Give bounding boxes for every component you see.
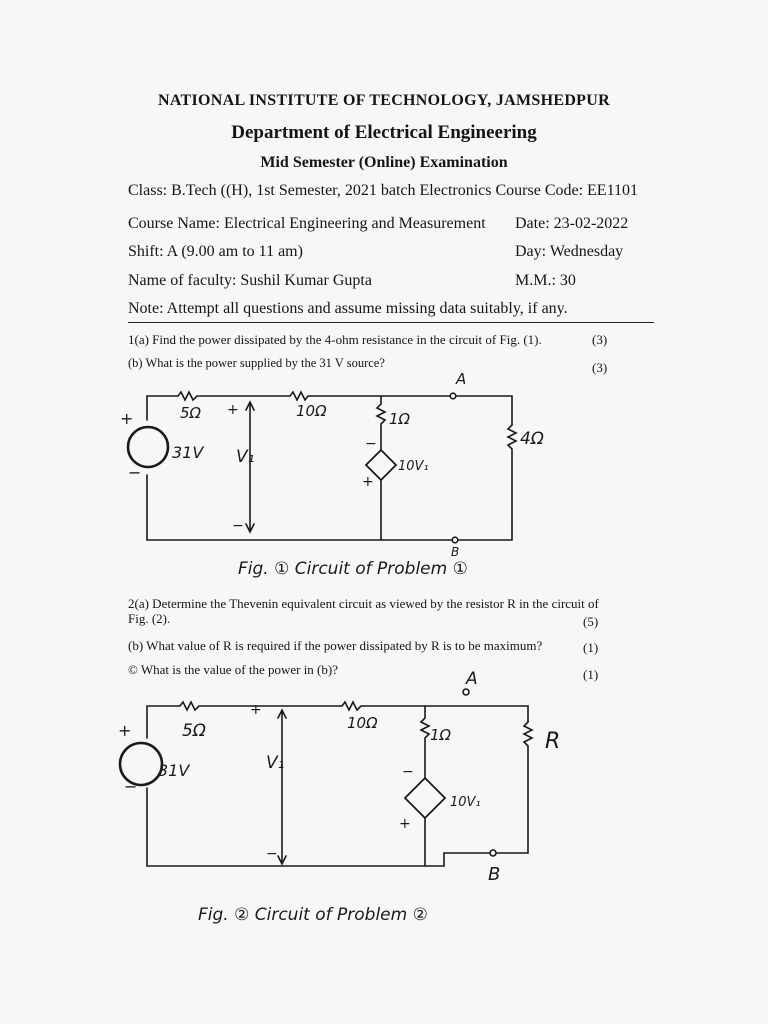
fig2-v1-arrow: [278, 710, 286, 864]
fig1-r2-label: 10Ω: [296, 402, 327, 420]
question-2b-marks: (1): [583, 640, 599, 655]
exam-note: Note: Attempt all questions and assume missing data suitably, if any.: [128, 300, 568, 317]
fig1-dep-label: 10V₁: [398, 459, 429, 474]
fig1-top-wire: [147, 392, 512, 425]
fig1-node-a-label: A: [456, 370, 467, 388]
fig1-node-b: [452, 537, 458, 543]
fig2-middle-branch: [421, 706, 429, 866]
fig2-r3-label: 1Ω: [430, 726, 452, 744]
fig2-v1-label: V₁: [266, 753, 285, 773]
fig2-v1-minus: −: [266, 846, 278, 862]
fig2-node-b: [490, 850, 496, 856]
question-2b: (b) What value of R is required if the power dissipated by R is to be maximum?: [128, 638, 543, 653]
exam-day: Day: Wednesday: [515, 243, 624, 260]
fig1-dep-minus: −: [365, 436, 377, 452]
max-marks: M.M.: 30: [515, 272, 576, 289]
fig1-bottom-wire: [147, 475, 512, 540]
fig2-dep-label: 10V₁: [450, 795, 481, 810]
department-title: Department of Electrical Engineering: [231, 122, 537, 143]
fig1-v1-arrow: [246, 402, 254, 532]
question-2a-line2: Fig. (2).: [128, 611, 171, 626]
fig2-r-label: R: [545, 729, 561, 754]
fig1-resistor-4: [508, 425, 516, 528]
exam-title: Mid Semester (Online) Examination: [260, 154, 508, 171]
fig1-middle-branch: [377, 396, 385, 540]
fig2-source-minus: −: [124, 777, 138, 796]
fig2-source-label: 31V: [158, 761, 190, 780]
fig1-dep-plus: +: [362, 474, 374, 490]
fig1-node-b-label: B: [451, 545, 460, 559]
fig1-node-a: [450, 393, 456, 399]
fig2-node-a: [463, 689, 469, 695]
question-1b-marks: (3): [592, 360, 608, 375]
fig1-source-plus: +: [120, 409, 134, 428]
question-1a-marks: (3): [592, 332, 608, 347]
fig1-r3-label: 1Ω: [389, 410, 411, 428]
fig2-dependent-source: [405, 778, 445, 818]
fig2-resistor-r: [524, 722, 532, 853]
fig2-node-b-label: B: [488, 864, 501, 885]
question-2c-marks: (1): [583, 667, 599, 682]
fig1-r4-label: 4Ω: [520, 429, 544, 449]
fig2-source-plus: +: [118, 721, 132, 740]
fig2-dep-minus: −: [402, 764, 414, 780]
fig2-caption: Fig. ② Circuit of Problem ②: [198, 905, 428, 925]
fig1-r1-label: 5Ω: [180, 404, 202, 422]
question-2a-line1: 2(a) Determine the Thevenin equivalent circuit as viewed by the resistor R in the circuit of: [128, 596, 599, 611]
fig1-voltage-source: [128, 427, 168, 467]
fig2-r2-label: 10Ω: [347, 714, 378, 732]
faculty-name: Name of faculty: Sushil Kumar Gupta: [128, 272, 372, 289]
fig2-node-a-label: A: [466, 669, 478, 689]
fig2-dep-plus: +: [399, 816, 411, 832]
fig1-v1-plus: +: [227, 402, 239, 418]
question-2a-marks: (5): [583, 614, 599, 629]
course-name: Course Name: Electrical Engineering and Measurement: [128, 215, 486, 232]
question-1a: 1(a) Find the power dissipated by the 4-ohm resistance in the circuit of Fig. (1).: [128, 332, 542, 347]
class-line: Class: B.Tech ((H), 1st Semester, 2021 batch Electronics Course Code: EE1101: [128, 182, 638, 199]
question-1b: (b) What is the power supplied by the 31 V source?: [128, 356, 385, 370]
fig1-v1-label: V₁: [236, 447, 255, 467]
fig1-source-minus: −: [128, 463, 142, 482]
fig1-caption: Fig. ① Circuit of Problem ①: [238, 559, 468, 579]
fig2-r1-label: 5Ω: [182, 721, 206, 741]
exam-date: Date: 23-02-2022: [515, 215, 629, 232]
fig1-source-label: 31V: [172, 443, 204, 462]
question-2c: © What is the value of the power in (b)?: [128, 662, 338, 677]
exam-shift: Shift: A (9.00 am to 11 am): [128, 243, 303, 260]
fig2-v1-plus: +: [250, 702, 262, 718]
institute-title: NATIONAL INSTITUTE OF TECHNOLOGY, JAMSHEDPUR: [158, 92, 610, 109]
fig1-v1-minus: −: [232, 518, 244, 534]
